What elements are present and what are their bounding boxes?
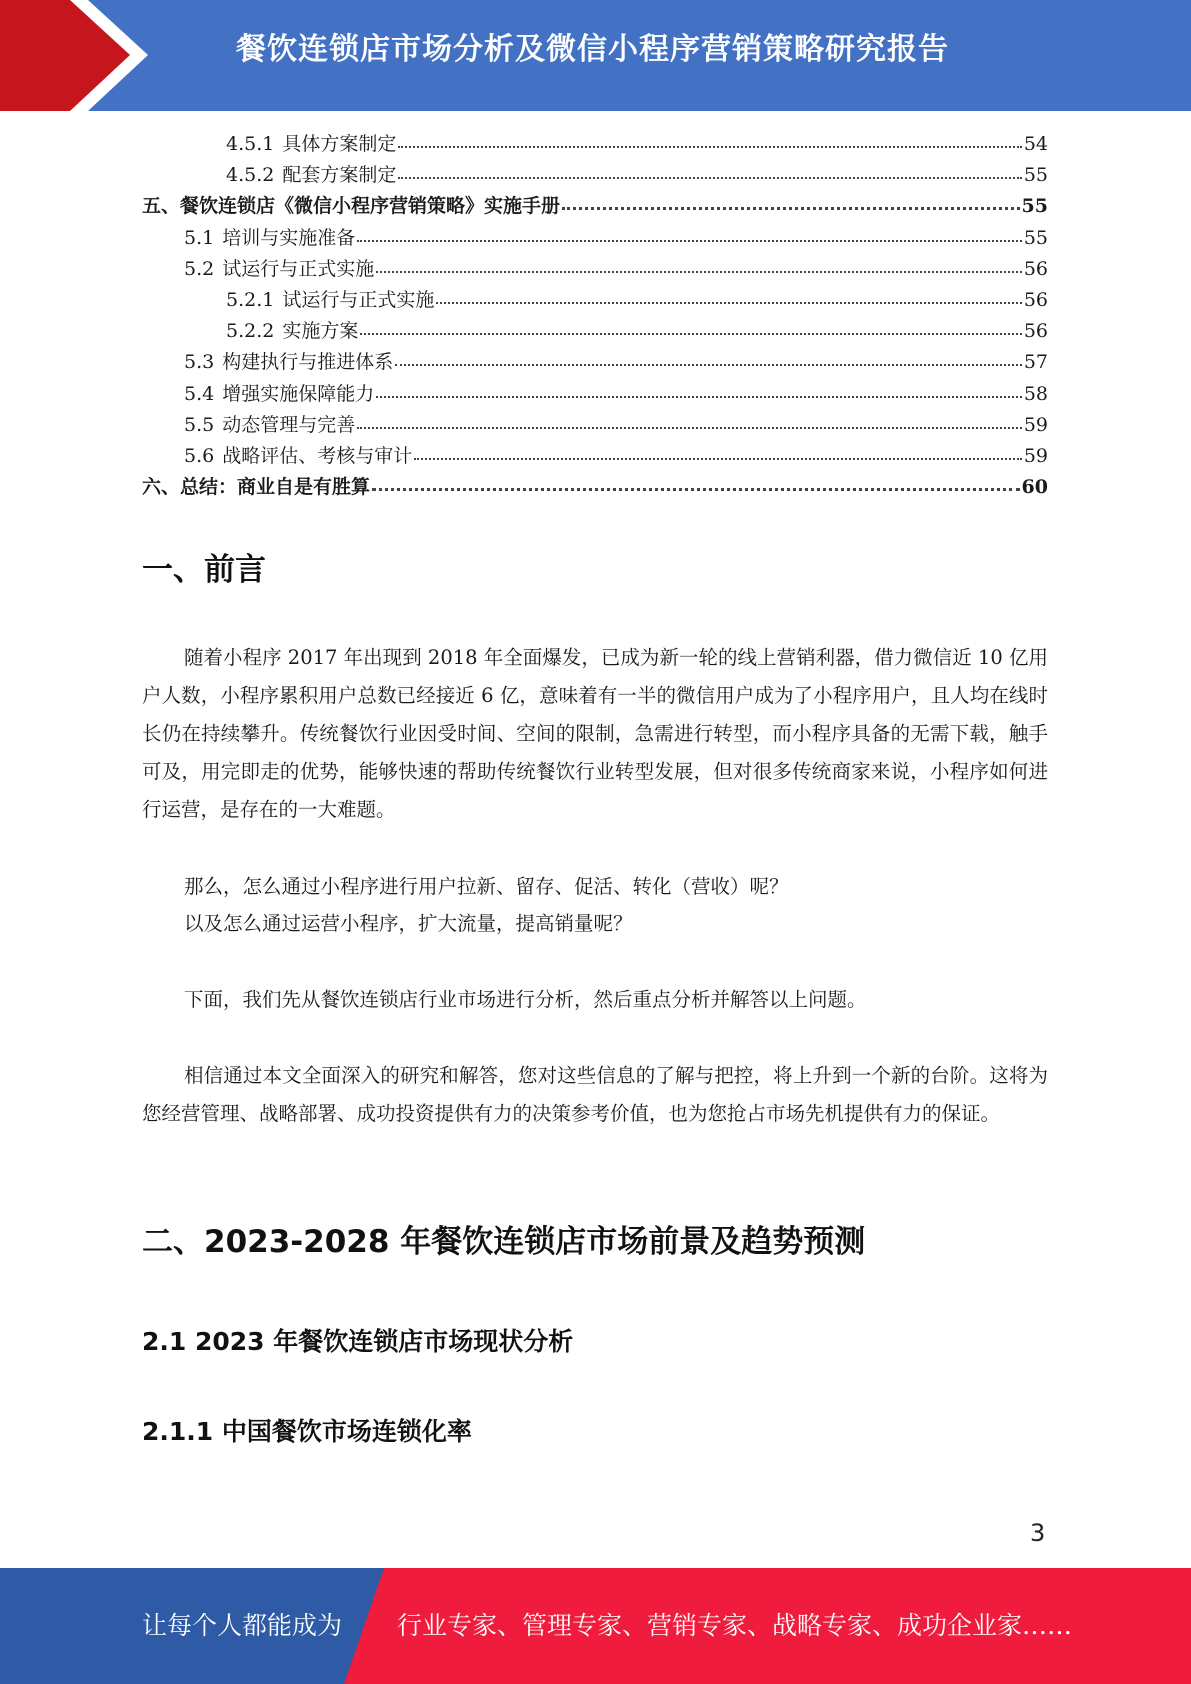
- toc-dot-leader: [395, 346, 1022, 366]
- toc-dot-leader: [414, 440, 1022, 460]
- subsection-heading-2-1-1: 2.1.1 中国餐饮市场连锁化率: [142, 1417, 472, 1446]
- toc-entry-title: 试运行与正式实施: [282, 288, 435, 311]
- toc-dot-leader: [398, 128, 1021, 148]
- toc-entry-page: 56: [1023, 320, 1048, 343]
- toc-entry[interactable]: [142, 347, 1048, 378]
- page-number: 3: [1030, 1519, 1046, 1547]
- toc-entry-page: 59: [1023, 413, 1048, 436]
- toc-entry-page: 60: [1021, 476, 1048, 499]
- toc-dot-leader: [398, 159, 1021, 179]
- paragraph-conclusion: 相信通过本文全面深入的研究和解答，您对这些信息的了解与把控，将上升到一个新的台阶。这将为您经营管理、战略部署、成功投资提供有力的决策参考价值，也为您抢占市场先机提供有力的保证。: [142, 1064, 1048, 1125]
- footer-slogan-left: 让每个人都能成为: [142, 1611, 343, 1640]
- toc-dot-leader: [357, 222, 1022, 242]
- toc-entry-number: 5.2.1: [226, 288, 275, 311]
- toc-entry-number: 5.4: [184, 382, 215, 405]
- toc-entry[interactable]: [142, 441, 1048, 472]
- toc-entry[interactable]: [142, 160, 1048, 191]
- toc-dot-leader: [357, 409, 1022, 429]
- toc-entry-page: 56: [1023, 257, 1048, 280]
- toc-entry-title: 培训与实施准备: [222, 226, 356, 249]
- toc-entry-page: 55: [1023, 226, 1048, 249]
- toc-entry-title: 战略评估、考核与审计: [222, 444, 413, 467]
- toc-entry-page: 54: [1023, 133, 1048, 155]
- section-heading-preface: 一、前言: [142, 552, 266, 588]
- toc-entry-number: 5.1: [184, 226, 215, 249]
- toc-entry-title: 构建执行与推进体系: [222, 351, 394, 374]
- toc-entry[interactable]: [142, 191, 1048, 222]
- toc-entry[interactable]: [142, 410, 1048, 441]
- toc-entry-title: 总结：商业自是有胜算: [180, 476, 371, 499]
- toc-entry[interactable]: [142, 472, 1048, 503]
- toc-entry-number: 5.6: [184, 444, 215, 467]
- subsection-heading-2-1: 2.1 2023 年餐饮连锁店市场现状分析: [142, 1327, 574, 1356]
- paragraph-question-1: 那么，怎么通过小程序进行用户拉新、留存、促活、转化（营收）呢？: [184, 875, 789, 898]
- paragraph-intro: 随着小程序 2017 年出现到 2018 年全面爆发，已成为新一轮的线上营销利器，借力微信近 10 亿用户人数，小程序累积用户总数已经接近 6 亿，意味着有一半的微信用户成为了小程序用户，且人均在线时长仍在持续攀升。传统餐饮行业因受时间、空间的限制，急需进行转型，而小程序具备的无需下载，触手可及，用完即走的优势，能够快速的帮助传统餐饮行业转型发展，但对很多传统商家来说，小程序如何进行运营，是存在的一大难题。: [142, 646, 1048, 821]
- toc-entry-page: 59: [1023, 444, 1048, 467]
- toc-entry-title: 实施方案: [282, 320, 359, 343]
- footer-slogan-right: 行业专家、管理专家、营销专家、战略专家、成功企业家……: [397, 1611, 1073, 1640]
- toc-entry-title: 配套方案制定: [282, 164, 397, 187]
- toc-entry-number: 4.5.2: [226, 164, 275, 187]
- toc-entry[interactable]: [142, 129, 1048, 160]
- toc-dot-leader: [562, 189, 1020, 210]
- paragraph-question-2: 以及怎么通过运营小程序，扩大流量，提高销量呢？: [184, 912, 633, 935]
- toc-entry-page: 58: [1023, 382, 1048, 405]
- toc-dot-leader: [372, 470, 1020, 491]
- table-of-contents: [142, 129, 1048, 503]
- toc-entry-number: 六、: [142, 476, 181, 499]
- toc-entry-page: 55: [1023, 164, 1048, 187]
- toc-dot-leader: [436, 284, 1021, 304]
- toc-entry-number: 五、: [142, 195, 181, 218]
- header-chevron-decoration: [0, 0, 160, 111]
- toc-entry-title: 增强实施保障能力: [222, 382, 375, 405]
- toc-dot-leader: [360, 315, 1021, 335]
- toc-entry-title: 具体方案制定: [282, 133, 397, 155]
- toc-dot-leader: [376, 378, 1022, 398]
- toc-entry-title: 动态管理与完善: [222, 413, 356, 436]
- paragraph-approach: 下面，我们先从餐饮连锁店行业市场进行分析，然后重点分析并解答以上问题。: [184, 988, 867, 1011]
- toc-dot-leader: [376, 253, 1022, 273]
- toc-entry-page: 56: [1023, 288, 1048, 311]
- toc-entry-number: 5.5: [184, 413, 215, 436]
- toc-entry[interactable]: [142, 285, 1048, 316]
- toc-entry[interactable]: [142, 223, 1048, 254]
- footer-banner: [0, 1568, 1191, 1684]
- header-banner: [0, 0, 1191, 111]
- toc-entry-title: 餐饮连锁店《微信小程序营销策略》实施手册: [180, 195, 561, 218]
- toc-entry-title: 试运行与正式实施: [222, 257, 375, 280]
- section-heading-market-forecast: 二、2023-2028 年餐饮连锁店市场前景及趋势预测: [142, 1224, 866, 1260]
- toc-entry[interactable]: [142, 379, 1048, 410]
- toc-entry-page: 55: [1021, 195, 1048, 218]
- toc-entry-number: 4.5.1: [226, 133, 275, 155]
- report-title: 餐饮连锁店市场分析及微信小程序营销策略研究报告: [236, 32, 949, 67]
- toc-entry-number: 5.3: [184, 351, 215, 374]
- toc-entry-number: 5.2.2: [226, 320, 275, 343]
- toc-entry[interactable]: [142, 316, 1048, 347]
- toc-entry[interactable]: [142, 254, 1048, 285]
- toc-entry-page: 57: [1023, 351, 1048, 374]
- toc-entry-number: 5.2: [184, 257, 215, 280]
